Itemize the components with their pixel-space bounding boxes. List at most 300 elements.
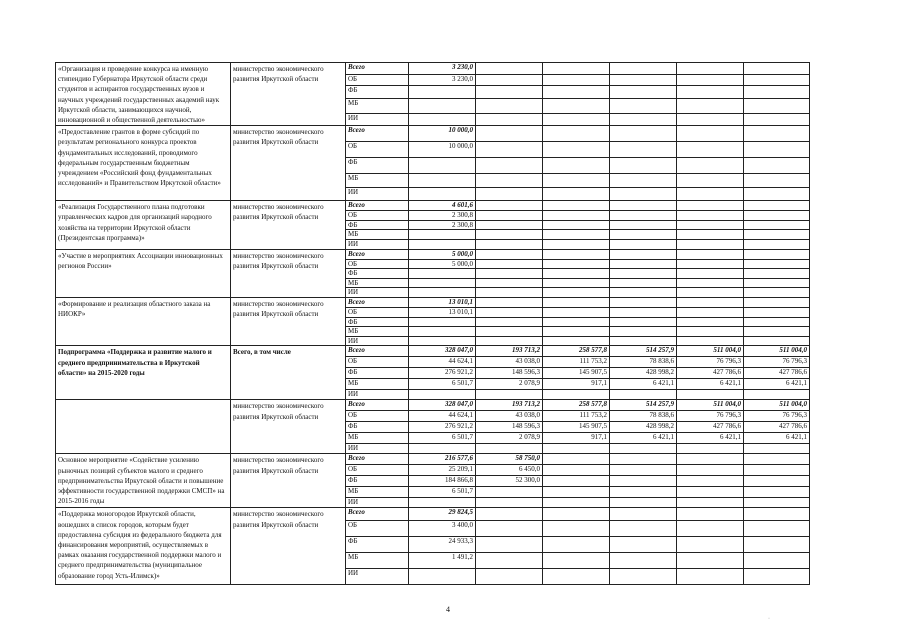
corner-mark: · — [768, 616, 770, 622]
amount-cell — [744, 211, 810, 221]
amount-cell — [610, 288, 677, 298]
amount-cell — [543, 220, 610, 230]
amount-cell: 5 000,0 — [409, 259, 476, 269]
amount-cell — [476, 259, 543, 269]
amount-cell — [610, 269, 677, 279]
executor: министерство экономического развития Иркутской области — [231, 508, 346, 585]
amount-cell — [610, 465, 677, 476]
amount-cell: 3 230,0 — [409, 63, 476, 75]
table-row — [56, 126, 810, 142]
amount-cell — [409, 278, 476, 288]
amount-cell — [744, 327, 810, 337]
amount-cell: 328 047,0 — [409, 346, 476, 357]
amount-cell: 76 796,3 — [677, 411, 744, 422]
funding-source: Всего — [346, 400, 409, 411]
table-row — [56, 346, 810, 357]
amount-cell — [543, 142, 610, 158]
amount-cell — [677, 487, 744, 498]
amount-cell — [409, 288, 476, 298]
amount-cell — [744, 74, 810, 86]
amount-cell: 76 796,3 — [744, 411, 810, 422]
amount-cell — [543, 521, 610, 537]
amount-cell — [543, 297, 610, 307]
amount-cell — [744, 297, 810, 307]
executor: министерство экономического развития Иркутской области — [231, 63, 346, 126]
amount-cell — [610, 454, 677, 465]
amount-cell: 276 921,2 — [409, 422, 476, 433]
executor: министерство экономического развития Иркутской области — [231, 201, 346, 249]
amount-cell — [476, 498, 543, 508]
amount-cell: 10 000,0 — [409, 142, 476, 158]
amount-cell — [409, 240, 476, 250]
amount-cell: 6 450,0 — [476, 465, 543, 476]
amount-cell — [677, 74, 744, 86]
amount-cell — [610, 211, 677, 221]
amount-cell — [610, 174, 677, 188]
amount-cell — [543, 454, 610, 465]
funding-source: МБ — [346, 553, 409, 569]
amount-cell — [744, 508, 810, 521]
amount-cell: 43 038,0 — [476, 357, 543, 368]
amount-cell — [677, 86, 744, 99]
amount-cell: 3 400,0 — [409, 521, 476, 537]
amount-cell: 6 421,1 — [744, 433, 810, 444]
funding-source: МБ — [346, 433, 409, 444]
amount-cell: 276 921,2 — [409, 368, 476, 379]
amount-cell: 6 501,7 — [409, 379, 476, 390]
amount-cell — [744, 142, 810, 158]
funding-source: ИИ — [346, 188, 409, 201]
amount-cell: 511 004,0 — [677, 346, 744, 357]
amount-cell — [677, 336, 744, 346]
event-description: «Формирование и реализация областного заказа на НИОКР» — [56, 297, 231, 345]
amount-cell — [476, 211, 543, 221]
amount-cell — [744, 569, 810, 585]
amount-cell — [543, 98, 610, 113]
amount-cell — [610, 142, 677, 158]
amount-cell — [744, 269, 810, 279]
amount-cell: 427 786,6 — [744, 368, 810, 379]
amount-cell — [610, 249, 677, 259]
table-row — [56, 249, 810, 259]
amount-cell — [409, 327, 476, 337]
table-row — [56, 63, 810, 75]
amount-cell: 76 796,3 — [744, 357, 810, 368]
funding-source: МБ — [346, 98, 409, 113]
funding-source: МБ — [346, 278, 409, 288]
amount-cell — [610, 113, 677, 126]
amount-cell — [744, 98, 810, 113]
funding-source: Всего — [346, 63, 409, 75]
amount-cell — [610, 63, 677, 75]
amount-cell: 427 786,6 — [677, 422, 744, 433]
amount-cell: 4 601,6 — [409, 201, 476, 211]
event-description: «Поддержка моногородов Иркутской области, вошедших в список городов, которым будет предоставлена субсидия из федерального бюджета для финансирования мероприятий, осуществляемых в рамках оказания государственной поддержки малого и среднего предпринимательства (муниципальное образование город Усть-Илимск)» — [56, 508, 231, 585]
funding-source: МБ — [346, 487, 409, 498]
amount-cell — [543, 201, 610, 211]
amount-cell — [677, 278, 744, 288]
amount-cell — [610, 390, 677, 400]
funding-source: МБ — [346, 327, 409, 337]
amount-cell: 44 624,1 — [409, 411, 476, 422]
amount-cell: 2 078,9 — [476, 379, 543, 390]
amount-cell — [744, 521, 810, 537]
amount-cell: 58 750,0 — [476, 454, 543, 465]
funding-source: МБ — [346, 379, 409, 390]
amount-cell — [543, 211, 610, 221]
amount-cell — [677, 240, 744, 250]
event-description: «Реализация Государственного плана подготовки управленческих кадров для организаций народного хозяйства на территории Иркутской области (Президентская программа)» — [56, 201, 231, 249]
funding-source: ОБ — [346, 465, 409, 476]
amount-cell — [610, 259, 677, 269]
amount-cell — [744, 188, 810, 201]
amount-cell — [543, 249, 610, 259]
funding-source: ФБ — [346, 368, 409, 379]
amount-cell — [744, 201, 810, 211]
executor: министерство экономического развития Иркутской области — [231, 400, 346, 454]
amount-cell — [543, 336, 610, 346]
amount-cell: 216 577,6 — [409, 454, 476, 465]
amount-cell: 52 300,0 — [476, 476, 543, 487]
amount-cell — [476, 390, 543, 400]
amount-cell — [677, 98, 744, 113]
amount-cell — [610, 476, 677, 487]
funding-source: ОБ — [346, 142, 409, 158]
amount-cell: 148 596,3 — [476, 422, 543, 433]
event-description: «Предоставление грантов в форме субсидий по результатам регионального конкурса проектов фундаментальных исследований, проводимого федеральным государственным бюджетным учреждением «Российский фонд фундаментальных исследований» и Правительством Иркутской области» — [56, 126, 231, 201]
amount-cell: 258 577,8 — [543, 400, 610, 411]
funding-source: ИИ — [346, 498, 409, 508]
amount-cell — [543, 487, 610, 498]
amount-cell: 44 624,1 — [409, 357, 476, 368]
amount-cell — [677, 465, 744, 476]
table-row — [56, 508, 810, 521]
amount-cell: 6 501,7 — [409, 433, 476, 444]
amount-cell — [409, 174, 476, 188]
page-number: 4 — [446, 605, 450, 614]
amount-cell: 6 501,7 — [409, 487, 476, 498]
amount-cell — [677, 307, 744, 317]
amount-cell — [744, 259, 810, 269]
funding-source: ФБ — [346, 317, 409, 327]
amount-cell — [409, 317, 476, 327]
funding-source: ИИ — [346, 113, 409, 126]
amount-cell — [476, 249, 543, 259]
table-row — [56, 297, 810, 307]
amount-cell — [409, 98, 476, 113]
amount-cell — [610, 307, 677, 317]
amount-cell — [677, 259, 744, 269]
amount-cell — [744, 126, 810, 142]
amount-cell — [610, 220, 677, 230]
amount-cell — [677, 390, 744, 400]
amount-cell: 193 713,2 — [476, 346, 543, 357]
amount-cell: 25 209,1 — [409, 465, 476, 476]
amount-cell: 328 047,0 — [409, 400, 476, 411]
amount-cell — [677, 188, 744, 201]
amount-cell — [543, 86, 610, 99]
amount-cell — [543, 476, 610, 487]
executor: министерство экономического развития Иркутской области — [231, 297, 346, 345]
amount-cell: 76 796,3 — [677, 357, 744, 368]
amount-cell — [744, 249, 810, 259]
amount-cell — [677, 327, 744, 337]
amount-cell — [543, 158, 610, 174]
amount-cell — [543, 390, 610, 400]
funding-source: ФБ — [346, 476, 409, 487]
amount-cell — [610, 521, 677, 537]
amount-cell — [476, 336, 543, 346]
amount-cell: 78 838,6 — [610, 357, 677, 368]
amount-cell — [744, 220, 810, 230]
amount-cell — [744, 86, 810, 99]
amount-cell: 917,1 — [543, 379, 610, 390]
amount-cell — [677, 444, 744, 454]
amount-cell — [543, 174, 610, 188]
amount-cell — [677, 201, 744, 211]
amount-cell — [476, 63, 543, 75]
funding-source: Всего — [346, 126, 409, 142]
amount-cell — [476, 174, 543, 188]
amount-cell — [476, 521, 543, 537]
executor: министерство экономического развития Иркутской области — [231, 454, 346, 508]
amount-cell: 2 078,9 — [476, 433, 543, 444]
funding-source: ИИ — [346, 444, 409, 454]
amount-cell: 193 713,2 — [476, 400, 543, 411]
amount-cell — [744, 336, 810, 346]
amount-cell — [677, 476, 744, 487]
amount-cell — [677, 158, 744, 174]
amount-cell — [476, 537, 543, 553]
funding-source: МБ — [346, 174, 409, 188]
amount-cell — [543, 327, 610, 337]
amount-cell: 3 230,0 — [409, 74, 476, 86]
amount-cell: 427 786,6 — [744, 422, 810, 433]
amount-cell: 6 421,1 — [677, 379, 744, 390]
amount-cell: 511 004,0 — [744, 346, 810, 357]
funding-source: ИИ — [346, 288, 409, 298]
amount-cell — [610, 188, 677, 201]
amount-cell: 78 838,6 — [610, 411, 677, 422]
amount-cell: 29 824,5 — [409, 508, 476, 521]
amount-cell — [610, 86, 677, 99]
amount-cell — [610, 336, 677, 346]
funding-source: Всего — [346, 346, 409, 357]
funding-source: ИИ — [346, 390, 409, 400]
event-description: «Организация и проведение конкурса на именную стипендию Губернатора Иркутской области среди студентов и аспирантов государственных вузов и научных учреждений государственных академий наук Иркутской области, занимающихся научной, инновационной и общественной деятельностью» — [56, 63, 231, 126]
amount-cell — [610, 98, 677, 113]
amount-cell: 148 596,3 — [476, 368, 543, 379]
amount-cell: 427 786,6 — [677, 368, 744, 379]
amount-cell — [677, 454, 744, 465]
executor: министерство экономического развития Иркутской области — [231, 126, 346, 201]
funding-source: ОБ — [346, 357, 409, 368]
amount-cell — [409, 230, 476, 240]
amount-cell — [543, 307, 610, 317]
amount-cell — [744, 465, 810, 476]
amount-cell: 511 004,0 — [677, 400, 744, 411]
amount-cell — [476, 297, 543, 307]
amount-cell — [610, 569, 677, 585]
amount-cell: 511 004,0 — [744, 400, 810, 411]
amount-cell: 1 491,2 — [409, 553, 476, 569]
amount-cell — [677, 142, 744, 158]
amount-cell — [409, 498, 476, 508]
amount-cell — [677, 63, 744, 75]
amount-cell — [409, 390, 476, 400]
event-description — [56, 400, 231, 454]
amount-cell — [409, 336, 476, 346]
amount-cell — [476, 142, 543, 158]
amount-cell — [409, 269, 476, 279]
amount-cell — [677, 297, 744, 307]
amount-cell — [610, 553, 677, 569]
amount-cell — [476, 74, 543, 86]
amount-cell — [543, 288, 610, 298]
amount-cell — [543, 553, 610, 569]
funding-source: ФБ — [346, 537, 409, 553]
executor: министерство экономического развития Иркутской области — [231, 249, 346, 297]
funding-source: Всего — [346, 297, 409, 307]
amount-cell — [409, 86, 476, 99]
amount-cell: 13 010,1 — [409, 297, 476, 307]
amount-cell — [677, 317, 744, 327]
amount-cell — [677, 288, 744, 298]
funding-source: ОБ — [346, 74, 409, 86]
executor: Всего, в том числе — [231, 346, 346, 400]
amount-cell — [610, 278, 677, 288]
amount-cell: 428 998,2 — [610, 422, 677, 433]
amount-cell — [744, 158, 810, 174]
amount-cell — [610, 240, 677, 250]
amount-cell — [543, 498, 610, 508]
amount-cell — [744, 498, 810, 508]
amount-cell — [409, 569, 476, 585]
amount-cell: 5 000,0 — [409, 249, 476, 259]
amount-cell — [744, 537, 810, 553]
amount-cell — [409, 444, 476, 454]
amount-cell — [610, 444, 677, 454]
amount-cell — [610, 487, 677, 498]
funding-source: Всего — [346, 508, 409, 521]
funding-source: Всего — [346, 201, 409, 211]
amount-cell — [744, 317, 810, 327]
amount-cell — [677, 126, 744, 142]
amount-cell — [744, 174, 810, 188]
amount-cell — [744, 553, 810, 569]
funding-source: ФБ — [346, 220, 409, 230]
amount-cell: 111 753,2 — [543, 411, 610, 422]
amount-cell — [543, 259, 610, 269]
amount-cell: 514 257,9 — [610, 400, 677, 411]
amount-cell — [677, 537, 744, 553]
amount-cell — [476, 113, 543, 126]
amount-cell: 24 933,3 — [409, 537, 476, 553]
amount-cell — [409, 158, 476, 174]
amount-cell — [744, 476, 810, 487]
funding-source: Всего — [346, 454, 409, 465]
amount-cell — [610, 327, 677, 337]
funding-source: ОБ — [346, 411, 409, 422]
amount-cell: 145 907,5 — [543, 422, 610, 433]
amount-cell — [744, 390, 810, 400]
amount-cell — [476, 188, 543, 201]
amount-cell — [677, 174, 744, 188]
amount-cell — [610, 498, 677, 508]
amount-cell — [610, 508, 677, 521]
table-row — [56, 201, 810, 211]
amount-cell: 514 257,9 — [610, 346, 677, 357]
amount-cell — [677, 269, 744, 279]
funding-source: ОБ — [346, 211, 409, 221]
event-description: Подпрограмма «Поддержка и развитие малого и среднего предпринимательства в Иркутской области» на 2015-2020 годы — [56, 346, 231, 400]
amount-cell — [543, 126, 610, 142]
amount-cell — [543, 444, 610, 454]
amount-cell — [476, 158, 543, 174]
amount-cell — [476, 487, 543, 498]
amount-cell: 111 753,2 — [543, 357, 610, 368]
amount-cell — [543, 537, 610, 553]
amount-cell — [476, 269, 543, 279]
event-description: «Участие в мероприятиях Ассоциации инновационных регионов России» — [56, 249, 231, 297]
amount-cell — [677, 498, 744, 508]
amount-cell: 13 010,1 — [409, 307, 476, 317]
funding-source: ФБ — [346, 422, 409, 433]
amount-cell — [476, 126, 543, 142]
amount-cell — [610, 297, 677, 307]
amount-cell — [543, 317, 610, 327]
amount-cell — [677, 249, 744, 259]
amount-cell: 43 038,0 — [476, 411, 543, 422]
funding-source: ОБ — [346, 259, 409, 269]
amount-cell — [744, 487, 810, 498]
amount-cell — [543, 63, 610, 75]
amount-cell: 2 300,8 — [409, 220, 476, 230]
funding-source: ФБ — [346, 158, 409, 174]
amount-cell — [476, 317, 543, 327]
amount-cell — [476, 508, 543, 521]
amount-cell — [744, 444, 810, 454]
amount-cell: 6 421,1 — [610, 379, 677, 390]
amount-cell — [543, 188, 610, 201]
event-description: Основное мероприятие «Содействие усилению рыночных позиций субъектов малого и среднего предпринимательства Иркутской области и повышение эффективности государственной поддержки СМСП» на 2015-2016 годы — [56, 454, 231, 508]
funding-source: МБ — [346, 230, 409, 240]
funding-source: ИИ — [346, 569, 409, 585]
amount-cell: 184 866,8 — [409, 476, 476, 487]
amount-cell — [677, 521, 744, 537]
amount-cell — [610, 126, 677, 142]
amount-cell — [610, 317, 677, 327]
amount-cell — [610, 158, 677, 174]
amount-cell — [744, 240, 810, 250]
amount-cell — [744, 454, 810, 465]
amount-cell — [409, 113, 476, 126]
amount-cell — [476, 569, 543, 585]
amount-cell: 6 421,1 — [677, 433, 744, 444]
amount-cell — [476, 288, 543, 298]
amount-cell: 10 000,0 — [409, 126, 476, 142]
table-row — [56, 400, 810, 411]
budget-table — [55, 62, 810, 585]
amount-cell — [543, 465, 610, 476]
amount-cell — [476, 220, 543, 230]
amount-cell — [476, 240, 543, 250]
amount-cell — [677, 553, 744, 569]
amount-cell — [677, 220, 744, 230]
amount-cell — [476, 278, 543, 288]
table-row — [56, 454, 810, 465]
amount-cell — [744, 278, 810, 288]
